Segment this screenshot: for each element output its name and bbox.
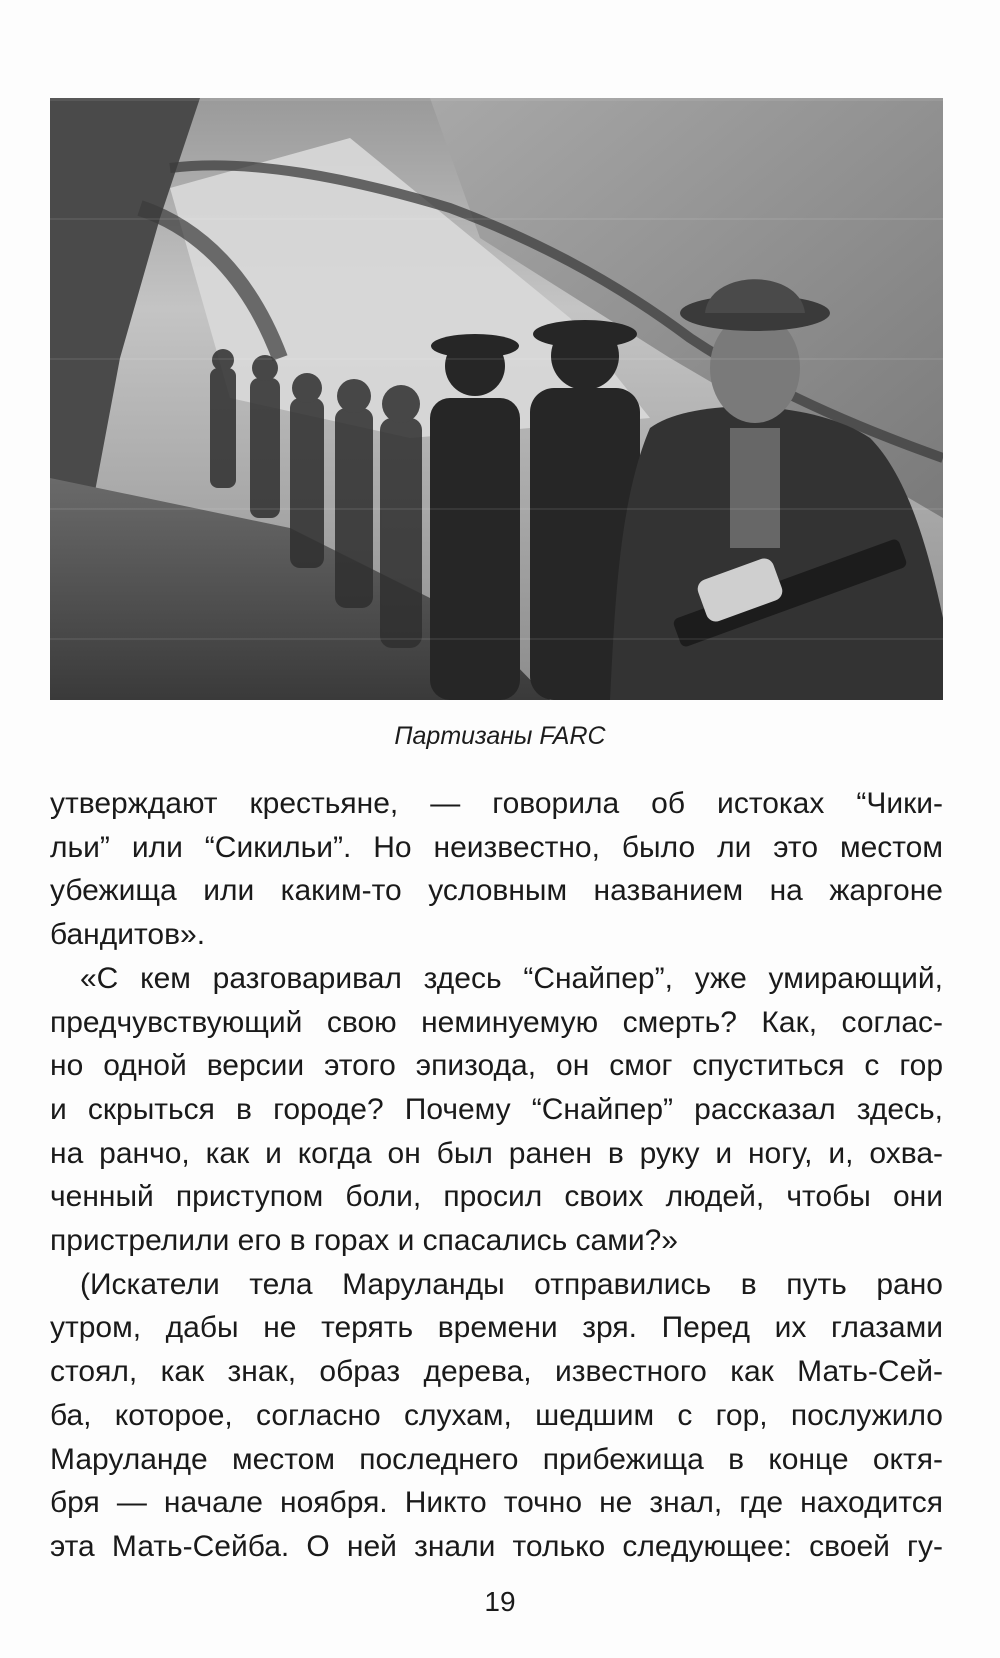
text-line: утром, дабы не терять времени зря. Перед их глазами [50, 1311, 943, 1345]
paragraph-1 [50, 782, 943, 957]
text-line: льи” или “Сикильи”. Но неизвестно, было ли это местом [50, 830, 943, 864]
page-number: 19 [484, 1586, 516, 1617]
text-line: (Искатели тела Маруланды отправились в путь рано [80, 1267, 943, 1301]
text-line: но одной версии этого эпизода, он смог спуститься с гор [50, 1049, 943, 1083]
paragraph-2 [50, 957, 943, 1263]
body-text [50, 782, 943, 1569]
paragraph-3 [50, 1263, 943, 1569]
photograph-guerrillas [50, 98, 943, 700]
text-line: ченный приступом боли, просил своих людей, чтобы они [50, 1180, 943, 1214]
text-line: пристрелили его в горах и спасались сами?» [50, 1224, 678, 1258]
text-line: стоял, как знак, образ дерева, известного как Мать-Сей- [50, 1355, 943, 1389]
text-line: утверждают крестьяне, — говорила об истоках “Чики- [50, 787, 943, 820]
text-line: бря — начале ноября. Никто точно не знал, где находится [50, 1486, 943, 1520]
text-line: Маруланде местом последнего прибежища в конце октя- [50, 1442, 943, 1476]
text-line: на ранчо, как и когда он был ранен в руку и ногу, и, охва- [50, 1136, 943, 1170]
text-line: бандитов». [50, 918, 206, 952]
text-line: эта Мать-Сейба. О ней знали только следующее: своей гу- [50, 1529, 943, 1563]
text-line: убежища или каким-то условным названием на жаргоне [50, 874, 943, 908]
text-line: предчувствующий свою неминуемую смерть? Как, соглас- [50, 1005, 943, 1039]
text-line: ба, которое, согласно слухам, шедшим с гор, послужило [50, 1398, 943, 1432]
text-line: и скрыться в городе? Почему “Снайпер” рассказал здесь, [50, 1092, 943, 1126]
photo-caption: Партизаны FARC [394, 722, 606, 750]
photo-illustration [50, 98, 943, 700]
text-line: «С кем разговаривал здесь “Снайпер”, уже умирающий, [80, 961, 943, 995]
